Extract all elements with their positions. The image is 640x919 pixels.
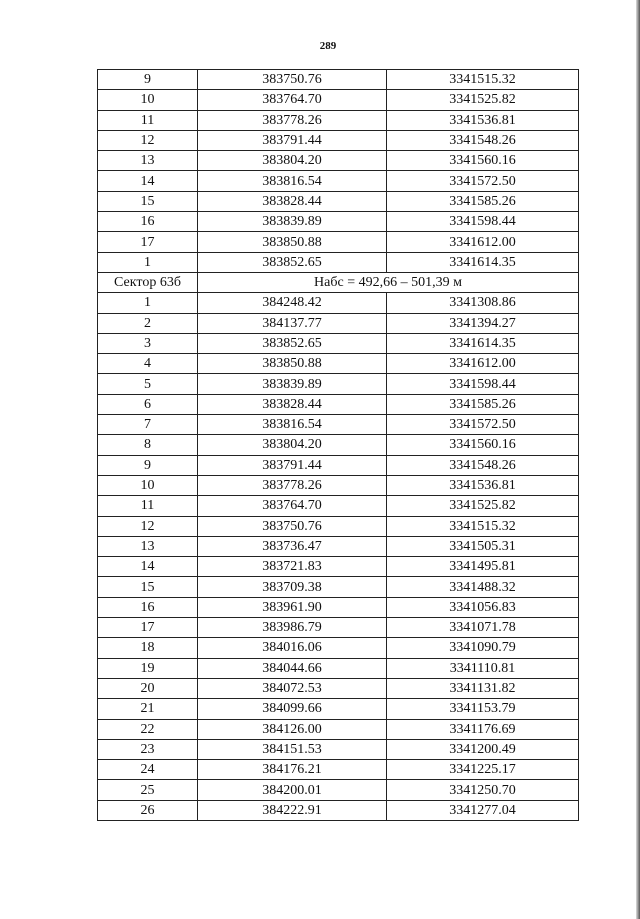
- x-coordinate-cell: 384016.06: [198, 638, 387, 658]
- point-number-cell: 10: [98, 475, 198, 495]
- sector-label: Сектор 63б: [98, 272, 198, 292]
- y-coordinate-cell: 3341277.04: [387, 800, 579, 820]
- x-coordinate-cell: 383721.83: [198, 557, 387, 577]
- y-coordinate-cell: 3341612.00: [387, 232, 579, 252]
- point-number-cell: 10: [98, 90, 198, 110]
- x-coordinate-cell: 383852.65: [198, 252, 387, 272]
- table-row: [98, 171, 579, 191]
- page-number: 289: [319, 40, 337, 52]
- point-number-cell: 1: [98, 252, 198, 272]
- y-coordinate-cell: 3341612.00: [387, 354, 579, 374]
- table-row: [98, 455, 579, 475]
- x-coordinate-cell: 383791.44: [198, 130, 387, 150]
- table-row: [98, 618, 579, 638]
- x-coordinate-cell: 383778.26: [198, 110, 387, 130]
- point-number-cell: 16: [98, 597, 198, 617]
- sector-header-group: [98, 272, 579, 292]
- table-row: [98, 151, 579, 171]
- x-coordinate-cell: 383816.54: [198, 415, 387, 435]
- x-coordinate-cell: 383986.79: [198, 618, 387, 638]
- y-coordinate-cell: 3341548.26: [387, 130, 579, 150]
- y-coordinate-cell: 3341560.16: [387, 151, 579, 171]
- x-coordinate-cell: 384222.91: [198, 800, 387, 820]
- table-row: [98, 658, 579, 678]
- table-row: [98, 212, 579, 232]
- y-coordinate-cell: 3341614.35: [387, 333, 579, 353]
- point-number-cell: 21: [98, 699, 198, 719]
- x-coordinate-cell: 383828.44: [198, 191, 387, 211]
- y-coordinate-cell: 3341505.31: [387, 536, 579, 556]
- point-number-cell: 3: [98, 333, 198, 353]
- point-number-cell: 22: [98, 719, 198, 739]
- x-coordinate-cell: 383709.38: [198, 577, 387, 597]
- y-coordinate-cell: 3341153.79: [387, 699, 579, 719]
- x-coordinate-cell: 383852.65: [198, 333, 387, 353]
- point-number-cell: 4: [98, 354, 198, 374]
- y-coordinate-cell: 3341225.17: [387, 760, 579, 780]
- table-row: [98, 699, 579, 719]
- x-coordinate-cell: 383850.88: [198, 232, 387, 252]
- y-coordinate-cell: 3341525.82: [387, 90, 579, 110]
- y-coordinate-cell: 3341598.44: [387, 212, 579, 232]
- x-coordinate-cell: 383764.70: [198, 496, 387, 516]
- x-coordinate-cell: 383850.88: [198, 354, 387, 374]
- y-coordinate-cell: 3341548.26: [387, 455, 579, 475]
- table-body-before: [98, 70, 579, 273]
- x-coordinate-cell: 384137.77: [198, 313, 387, 333]
- y-coordinate-cell: 3341495.81: [387, 557, 579, 577]
- x-coordinate-cell: 383750.76: [198, 70, 387, 90]
- sector-header-row: [98, 272, 579, 292]
- table-row: [98, 415, 579, 435]
- table-row: [98, 394, 579, 414]
- y-coordinate-cell: 3341572.50: [387, 415, 579, 435]
- table-row: [98, 435, 579, 455]
- y-coordinate-cell: 3341515.32: [387, 70, 579, 90]
- y-coordinate-cell: 3341585.26: [387, 191, 579, 211]
- point-number-cell: 5: [98, 374, 198, 394]
- x-coordinate-cell: 384200.01: [198, 780, 387, 800]
- x-coordinate-cell: 383839.89: [198, 374, 387, 394]
- x-coordinate-cell: 383750.76: [198, 516, 387, 536]
- table-row: [98, 90, 579, 110]
- table-row: [98, 293, 579, 313]
- x-coordinate-cell: 384072.53: [198, 678, 387, 698]
- y-coordinate-cell: 3341394.27: [387, 313, 579, 333]
- point-number-cell: 14: [98, 557, 198, 577]
- y-coordinate-cell: 3341090.79: [387, 638, 579, 658]
- point-number-cell: 23: [98, 739, 198, 759]
- table-row: [98, 313, 579, 333]
- point-number-cell: 1: [98, 293, 198, 313]
- table-row: [98, 780, 579, 800]
- x-coordinate-cell: 383764.70: [198, 90, 387, 110]
- table-row: [98, 739, 579, 759]
- table-row: [98, 252, 579, 272]
- table-row: [98, 475, 579, 495]
- y-coordinate-cell: 3341071.78: [387, 618, 579, 638]
- point-number-cell: 7: [98, 415, 198, 435]
- y-coordinate-cell: 3341572.50: [387, 171, 579, 191]
- point-number-cell: 20: [98, 678, 198, 698]
- y-coordinate-cell: 3341525.82: [387, 496, 579, 516]
- table-row: [98, 191, 579, 211]
- coordinates-table: [97, 69, 579, 821]
- point-number-cell: 12: [98, 516, 198, 536]
- y-coordinate-cell: 3341614.35: [387, 252, 579, 272]
- point-number-cell: 17: [98, 232, 198, 252]
- page-edge: [636, 0, 640, 919]
- table-row: [98, 557, 579, 577]
- table-row: [98, 719, 579, 739]
- table-row: [98, 354, 579, 374]
- y-coordinate-cell: 3341536.81: [387, 110, 579, 130]
- table-row: [98, 516, 579, 536]
- table-row: [98, 678, 579, 698]
- point-number-cell: 15: [98, 191, 198, 211]
- point-number-cell: 25: [98, 780, 198, 800]
- x-coordinate-cell: 383778.26: [198, 475, 387, 495]
- table-row: [98, 70, 579, 90]
- point-number-cell: 6: [98, 394, 198, 414]
- table-row: [98, 638, 579, 658]
- table-row: [98, 110, 579, 130]
- x-coordinate-cell: 384126.00: [198, 719, 387, 739]
- table-row: [98, 760, 579, 780]
- table-row: [98, 597, 579, 617]
- x-coordinate-cell: 383791.44: [198, 455, 387, 475]
- table-row: [98, 577, 579, 597]
- y-coordinate-cell: 3341250.70: [387, 780, 579, 800]
- x-coordinate-cell: 384151.53: [198, 739, 387, 759]
- point-number-cell: 12: [98, 130, 198, 150]
- table-body-after: [98, 293, 579, 821]
- table-row: [98, 130, 579, 150]
- sector-height-range: Набс = 492,66 – 501,39 м: [198, 272, 579, 292]
- table-row: [98, 232, 579, 252]
- point-number-cell: 26: [98, 800, 198, 820]
- point-number-cell: 8: [98, 435, 198, 455]
- y-coordinate-cell: 3341056.83: [387, 597, 579, 617]
- y-coordinate-cell: 3341536.81: [387, 475, 579, 495]
- point-number-cell: 13: [98, 151, 198, 171]
- x-coordinate-cell: 383816.54: [198, 171, 387, 191]
- x-coordinate-cell: 384176.21: [198, 760, 387, 780]
- x-coordinate-cell: 384248.42: [198, 293, 387, 313]
- point-number-cell: 14: [98, 171, 198, 191]
- point-number-cell: 19: [98, 658, 198, 678]
- table-row: [98, 496, 579, 516]
- y-coordinate-cell: 3341598.44: [387, 374, 579, 394]
- point-number-cell: 13: [98, 536, 198, 556]
- y-coordinate-cell: 3341488.32: [387, 577, 579, 597]
- x-coordinate-cell: 384099.66: [198, 699, 387, 719]
- x-coordinate-cell: 383804.20: [198, 435, 387, 455]
- y-coordinate-cell: 3341515.32: [387, 516, 579, 536]
- point-number-cell: 2: [98, 313, 198, 333]
- y-coordinate-cell: 3341585.26: [387, 394, 579, 414]
- y-coordinate-cell: 3341176.69: [387, 719, 579, 739]
- x-coordinate-cell: 383839.89: [198, 212, 387, 232]
- y-coordinate-cell: 3341131.82: [387, 678, 579, 698]
- table-row: [98, 800, 579, 820]
- x-coordinate-cell: 383828.44: [198, 394, 387, 414]
- table-row: [98, 536, 579, 556]
- x-coordinate-cell: 383804.20: [198, 151, 387, 171]
- point-number-cell: 9: [98, 70, 198, 90]
- y-coordinate-cell: 3341560.16: [387, 435, 579, 455]
- x-coordinate-cell: 383961.90: [198, 597, 387, 617]
- point-number-cell: 24: [98, 760, 198, 780]
- x-coordinate-cell: 384044.66: [198, 658, 387, 678]
- table-row: [98, 333, 579, 353]
- point-number-cell: 16: [98, 212, 198, 232]
- y-coordinate-cell: 3341110.81: [387, 658, 579, 678]
- y-coordinate-cell: 3341308.86: [387, 293, 579, 313]
- point-number-cell: 18: [98, 638, 198, 658]
- point-number-cell: 9: [98, 455, 198, 475]
- point-number-cell: 17: [98, 618, 198, 638]
- table-row: [98, 374, 579, 394]
- point-number-cell: 11: [98, 496, 198, 516]
- point-number-cell: 15: [98, 577, 198, 597]
- x-coordinate-cell: 383736.47: [198, 536, 387, 556]
- point-number-cell: 11: [98, 110, 198, 130]
- y-coordinate-cell: 3341200.49: [387, 739, 579, 759]
